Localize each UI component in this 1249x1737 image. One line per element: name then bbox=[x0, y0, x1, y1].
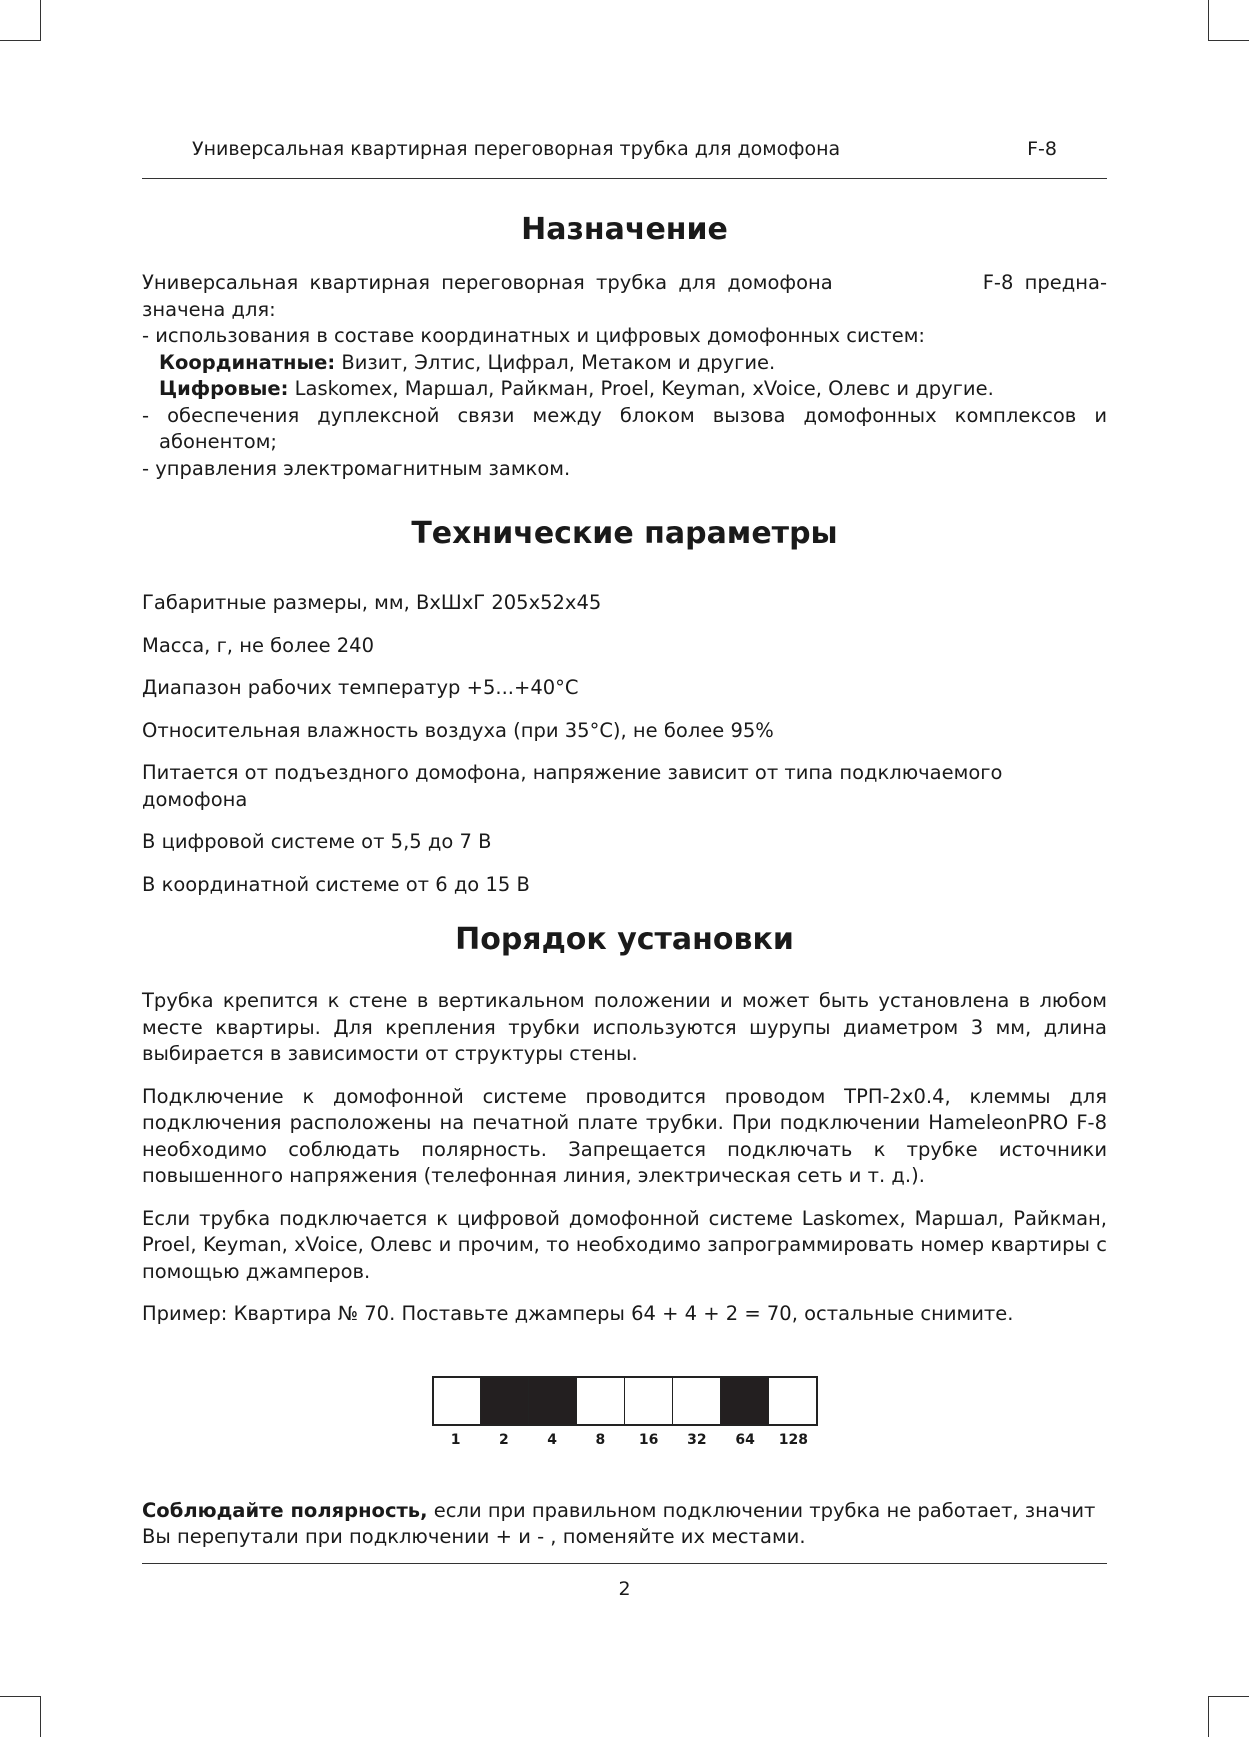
params-heading: Технические параметры bbox=[411, 516, 838, 551]
purpose-intro bbox=[142, 270, 1107, 323]
mounting-text bbox=[142, 988, 1107, 1328]
section-mounting bbox=[142, 910, 1107, 1450]
jumper-cell-8 bbox=[577, 1378, 625, 1424]
page-content bbox=[142, 200, 1107, 1551]
jumper-cell-64 bbox=[721, 1378, 769, 1424]
jumper-label-32: 32 bbox=[687, 1431, 707, 1448]
purpose-coord-label: Координатные: bbox=[159, 350, 336, 374]
purpose-intro-b: F-8 предна-значена для: bbox=[142, 271, 1107, 321]
jumper-cell-2 bbox=[481, 1378, 529, 1424]
jumper-cell-16 bbox=[625, 1378, 673, 1424]
crop-mark-bottom-left bbox=[0, 1696, 41, 1737]
purpose-item-systems: - использования в составе координатных и цифровых домофонных систем: bbox=[142, 324, 925, 347]
purpose-digital-label: Цифровые: bbox=[159, 377, 289, 400]
jumper-label-2: 2 bbox=[499, 1431, 509, 1448]
polarity-text: если при правильном подключении трубка не работает, значит Вы перепутали при подключении + и - , поменяйте их местами. bbox=[142, 1498, 1096, 1548]
purpose-digital-text: Laskomex, Маршал, Райкман, Proel, Keyman, xVoice, Олевс и другие. bbox=[288, 377, 994, 400]
purpose-digital-line bbox=[142, 376, 1107, 403]
purpose-coord-text: Визит, Элтис, Цифрал, Метаком и другие. bbox=[335, 350, 776, 374]
jumper-label-1: 1 bbox=[450, 1431, 461, 1448]
purpose-coord-line bbox=[142, 350, 1107, 377]
jumper-label-8: 8 bbox=[595, 1431, 606, 1448]
jumper-diagram bbox=[432, 1376, 818, 1450]
mounting-heading: Порядок установки bbox=[455, 922, 794, 957]
jumper-label-16: 16 bbox=[638, 1431, 659, 1448]
params-item: В цифровой системе от 5,5 до 7 В bbox=[142, 830, 492, 853]
purpose-item-duplex: - обеспечения дуплексной связи между блоком вызова домофонных комплексов и абонентом; bbox=[142, 403, 1107, 453]
page-header bbox=[142, 136, 1107, 179]
mounting-paragraph: Если трубка подключается к цифровой домофонной системе Laskomex, Маршал, Райкман, Proel, Keyman, xVoice, Олевс и прочим, то необходимо запрограммировать номер квартиры с помощью джамперов. bbox=[142, 1206, 1107, 1283]
page-footer bbox=[142, 1563, 1107, 1600]
purpose-intro-a: Универсальная квартирная переговорная трубка для домофона bbox=[142, 271, 833, 294]
params-item: Диапазон рабочих температур +5...+40°С bbox=[142, 676, 579, 699]
section-params bbox=[142, 504, 1107, 898]
mounting-paragraph: Трубка крепится к стене в вертикальном положении и может быть установлена в любом месте квартиры. Для крепления трубки используются шурупы диаметром 3 мм, длина выбирается в зависимости от структуры стены. bbox=[142, 989, 1107, 1065]
params-item: Питается от подъездного домофона, напряжение зависит от типа подключаемого домофона bbox=[142, 761, 1003, 811]
jumper-labels bbox=[432, 1430, 818, 1450]
jumper-cell-4 bbox=[529, 1378, 577, 1424]
jumper-boxes bbox=[432, 1376, 818, 1426]
header-title: Универсальная квартирная переговорная трубка для домофона bbox=[192, 138, 841, 160]
params-list bbox=[142, 590, 1107, 898]
polarity-note bbox=[142, 1498, 1107, 1551]
jumper-cell-128 bbox=[769, 1378, 816, 1424]
params-item: Относительная влажность воздуха (при 35°С), не более 95% bbox=[142, 718, 774, 742]
mounting-paragraph: Подключение к домофонной системе проводится проводом ТРП-2х0.4, клеммы для подключения расположены на печатной плате трубки. При подключении HameleonPRO F-8 необходимо соблюдать полярность. Запрещается подключать к трубке источники повышенного напряжения (телефонная линия, электрическая сеть и т. д.). bbox=[142, 1084, 1107, 1187]
page-number: 2 bbox=[618, 1578, 631, 1600]
params-item: В координатной системе от 6 до 15 В bbox=[142, 872, 530, 896]
params-item: Масса, г, не более 240 bbox=[142, 633, 374, 657]
jumper-label-64: 64 bbox=[735, 1431, 755, 1448]
crop-mark-top-right bbox=[1208, 0, 1249, 41]
jumper-label-128: 128 bbox=[778, 1431, 808, 1448]
params-item: Габаритные размеры, мм, ВхШхГ 205х52х45 bbox=[142, 591, 602, 614]
crop-mark-bottom-right bbox=[1208, 1696, 1249, 1737]
jumper-cell-1 bbox=[434, 1378, 482, 1424]
jumper-label-4: 4 bbox=[547, 1431, 557, 1448]
section-purpose bbox=[142, 200, 1107, 482]
crop-mark-top-left bbox=[0, 0, 41, 41]
header-model: F-8 bbox=[1027, 138, 1057, 160]
polarity-bold: Соблюдайте полярность, bbox=[142, 1498, 428, 1522]
purpose-item-lock: - управления электромагнитным замком. bbox=[142, 456, 571, 480]
mounting-example: Пример: Квартира № 70. Поставьте джамперы 64 + 4 + 2 = 70, остальные снимите. bbox=[142, 1302, 1014, 1325]
jumper-cell-32 bbox=[673, 1378, 721, 1424]
purpose-heading: Назначение bbox=[521, 212, 728, 247]
